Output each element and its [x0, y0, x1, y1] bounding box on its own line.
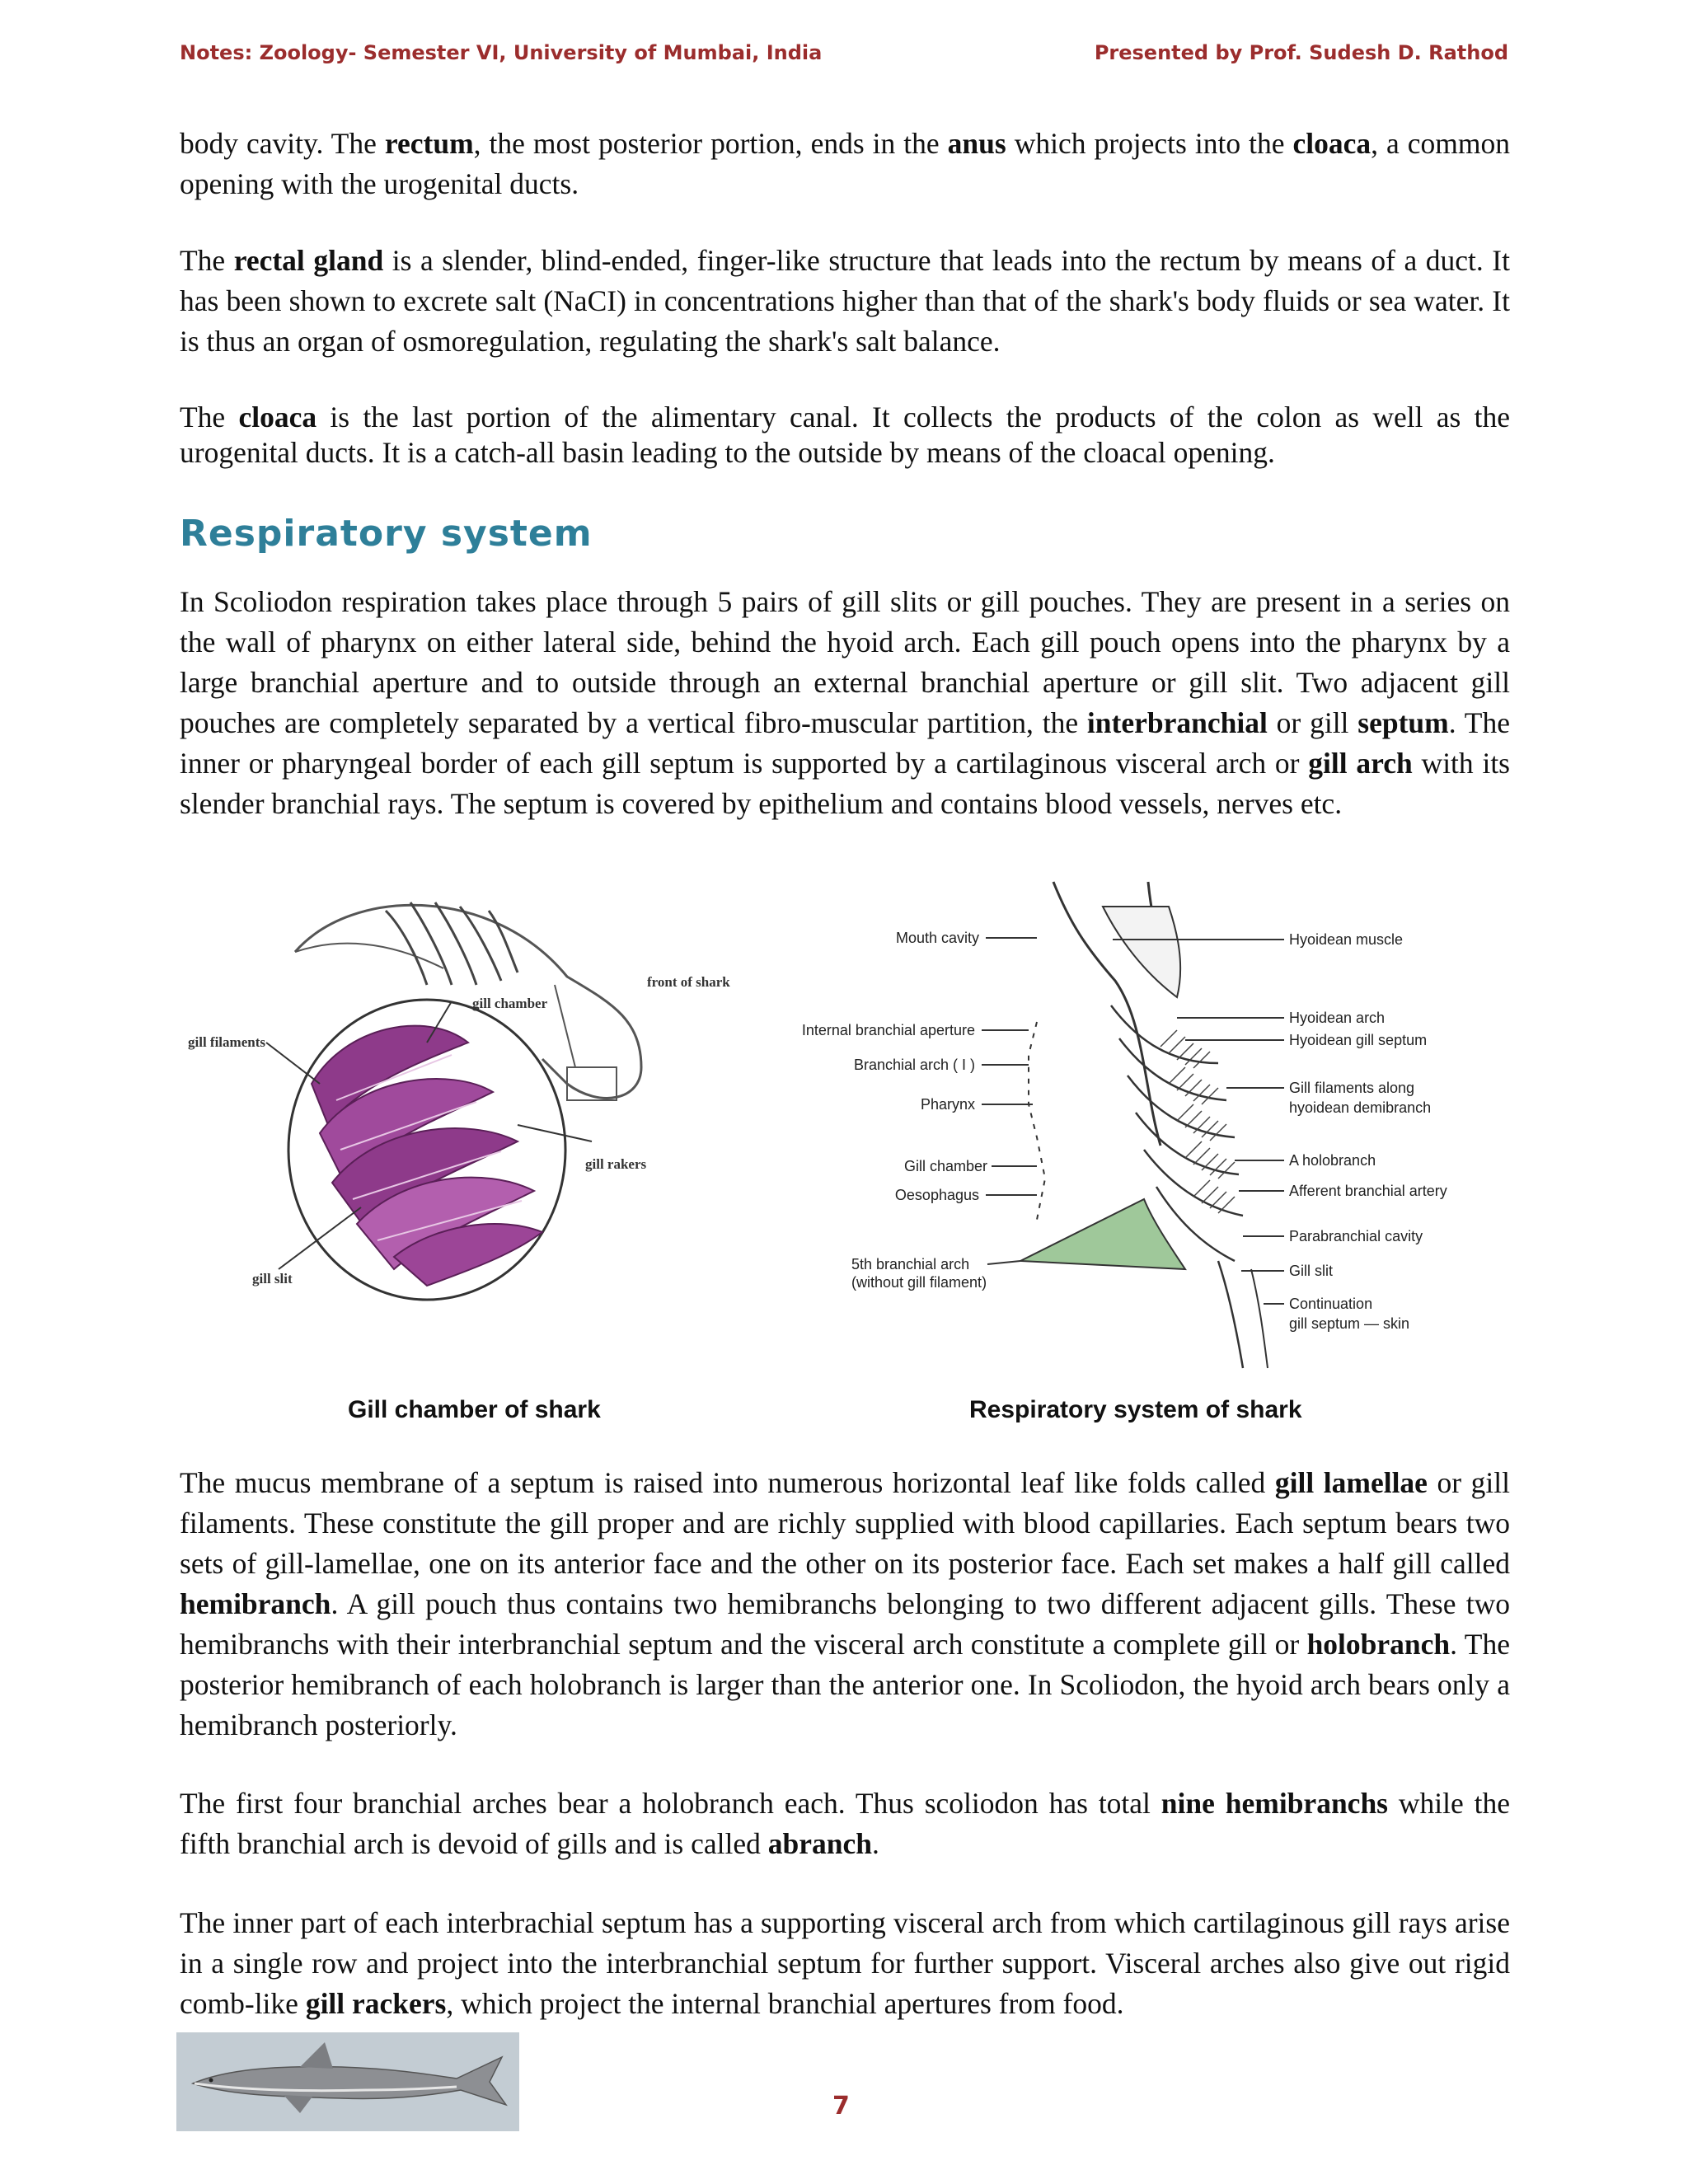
- label-hyoidean-gill-septum: Hyoidean gill septum: [1289, 1032, 1428, 1048]
- shark-photo: [176, 2032, 519, 2131]
- label-continuation: Continuation: [1289, 1296, 1373, 1312]
- label-mouth-cavity: Mouth cavity: [895, 930, 979, 946]
- page-header: [180, 41, 1508, 69]
- label-hyoidean-arch: Hyoidean arch: [1289, 1010, 1386, 1026]
- paragraph-visceral-arch: The inner part of each interbrachial septum has a supporting visceral arch from which cartilaginous gill rays arise in a single row and project into the interbranchial septum for further support. Visceral arches also give out rigid comb-like gill rackers, which project the internal branchial apertures from food.: [180, 1906, 1510, 2020]
- section-title: Respiratory system: [180, 513, 593, 555]
- label-gill-slit: Gill slit: [1289, 1263, 1333, 1279]
- header-author: Presented by Prof. Sudesh D. Rathod: [1094, 41, 1508, 64]
- page-number: 7: [832, 2092, 850, 2121]
- label-gill-filaments-2: hyoidean demibranch: [1289, 1099, 1432, 1116]
- label-gill-slit: gill slit: [252, 1271, 293, 1286]
- label-internal-branchial-aperture: Internal branchial aperture: [801, 1022, 975, 1038]
- paragraph-gill-lamellae: The mucus membrane of a septum is raised into numerous horizontal leaf like folds called gill lamellae or gill filaments. These constitute the gill proper and are richly supplied with blood capillaries. Each septum bears two sets of gill-lamellae, one on its anterior face and the other on its posterior face. Each set makes a half gill called hemibranch. A gill pouch thus contains two hemibranchs belonging to two different adjacent gills. These two hemibranchs with their interbranchial septum and the visceral arch constitute a complete gill or holobranch. The posterior hemibranch of each holobranch is larger than the anterior one. In Scoliodon, the hyoid arch bears only a hemibranch posteriorly.: [180, 1466, 1510, 1741]
- paragraph-rectum: body cavity. The rectum, the most posterior portion, ends in the anus which projects into the cloaca, a common opening with the urogenital ducts.: [180, 127, 1510, 200]
- label-branchial-arch: Branchial arch ( I ): [853, 1057, 975, 1073]
- header-course: Notes: Zoology- Semester VI, University of Mumbai, India: [180, 41, 823, 64]
- caption-respiratory-system: Respiratory system of shark: [969, 1396, 1302, 1423]
- label-hyoidean-muscle: Hyoidean muscle: [1289, 931, 1404, 948]
- paragraph-cloaca: The cloaca is the last portion of the alimentary canal. It collects the products of the colon as well as the urogenital ducts. It is a catch-all basin leading to the outside by means of the cloacal opening.: [180, 401, 1510, 469]
- fifth-arch-shape: [1020, 1199, 1185, 1269]
- label-fifth-arch-note: (without gill filament): [851, 1274, 987, 1291]
- label-holobranch: A holobranch: [1289, 1152, 1376, 1169]
- label-continuation-2: gill septum — skin: [1289, 1315, 1410, 1332]
- caption-gill-chamber: Gill chamber of shark: [348, 1396, 601, 1423]
- paragraph-respiration: In Scoliodon respiration takes place through 5 pairs of gill slits or gill pouches. They are present in a series on the wall of pharynx on either lateral side, behind the hyoid arch. Each gill pouch opens into the pharynx by a large branchial aperture and to outside through an external branchial aperture or gill slit. Two adjacent gill pouches are completely separated by a vertical fibro-muscular partition, the interbranchial or gill septum. The inner or pharyngeal border of each gill septum is supported by a cartilaginous visceral arch or gill arch with its slender branchial rays. The septum is covered by epithelium and contains blood vessels, nerves etc.: [180, 585, 1510, 820]
- label-gill-filaments: gill filaments: [188, 1034, 265, 1050]
- paragraph-rectal-gland: The rectal gland is a slender, blind-ended, finger-like structure that leads into the rectum by means of a duct. It has been shown to excrete salt (NaCI) in concentrations higher than that of the shark's body fluids or sea water. It is thus an organ of osmoregulation, regulating the shark's salt balance.: [180, 244, 1510, 358]
- label-front-of-shark: front of shark: [647, 974, 730, 990]
- label-oesophagus: Oesophagus: [894, 1187, 979, 1203]
- gill-filaments-hatch: [1160, 1030, 1235, 1213]
- label-pharynx: Pharynx: [920, 1096, 975, 1113]
- label-gill-chamber: Gill chamber: [903, 1158, 987, 1174]
- label-gill-filaments: Gill filaments along: [1289, 1080, 1415, 1096]
- label-afferent-artery: Afferent branchial artery: [1289, 1183, 1447, 1199]
- label-fifth-arch: 5th branchial arch: [851, 1256, 970, 1272]
- label-gill-chamber: gill chamber: [472, 996, 548, 1011]
- gill-chamber-diagram: [180, 878, 757, 1306]
- label-parabranchial-cavity: Parabranchial cavity: [1289, 1228, 1423, 1244]
- label-gill-rakers: gill rakers: [585, 1156, 647, 1172]
- respiratory-system-diagram: [790, 874, 1507, 1376]
- paragraph-hemibranchs: The first four branchial arches bear a holobranch each. Thus scoliodon has total nine hemibranchs while the fifth branchial arch is devoid of gills and is called abranch.: [180, 1787, 1510, 1860]
